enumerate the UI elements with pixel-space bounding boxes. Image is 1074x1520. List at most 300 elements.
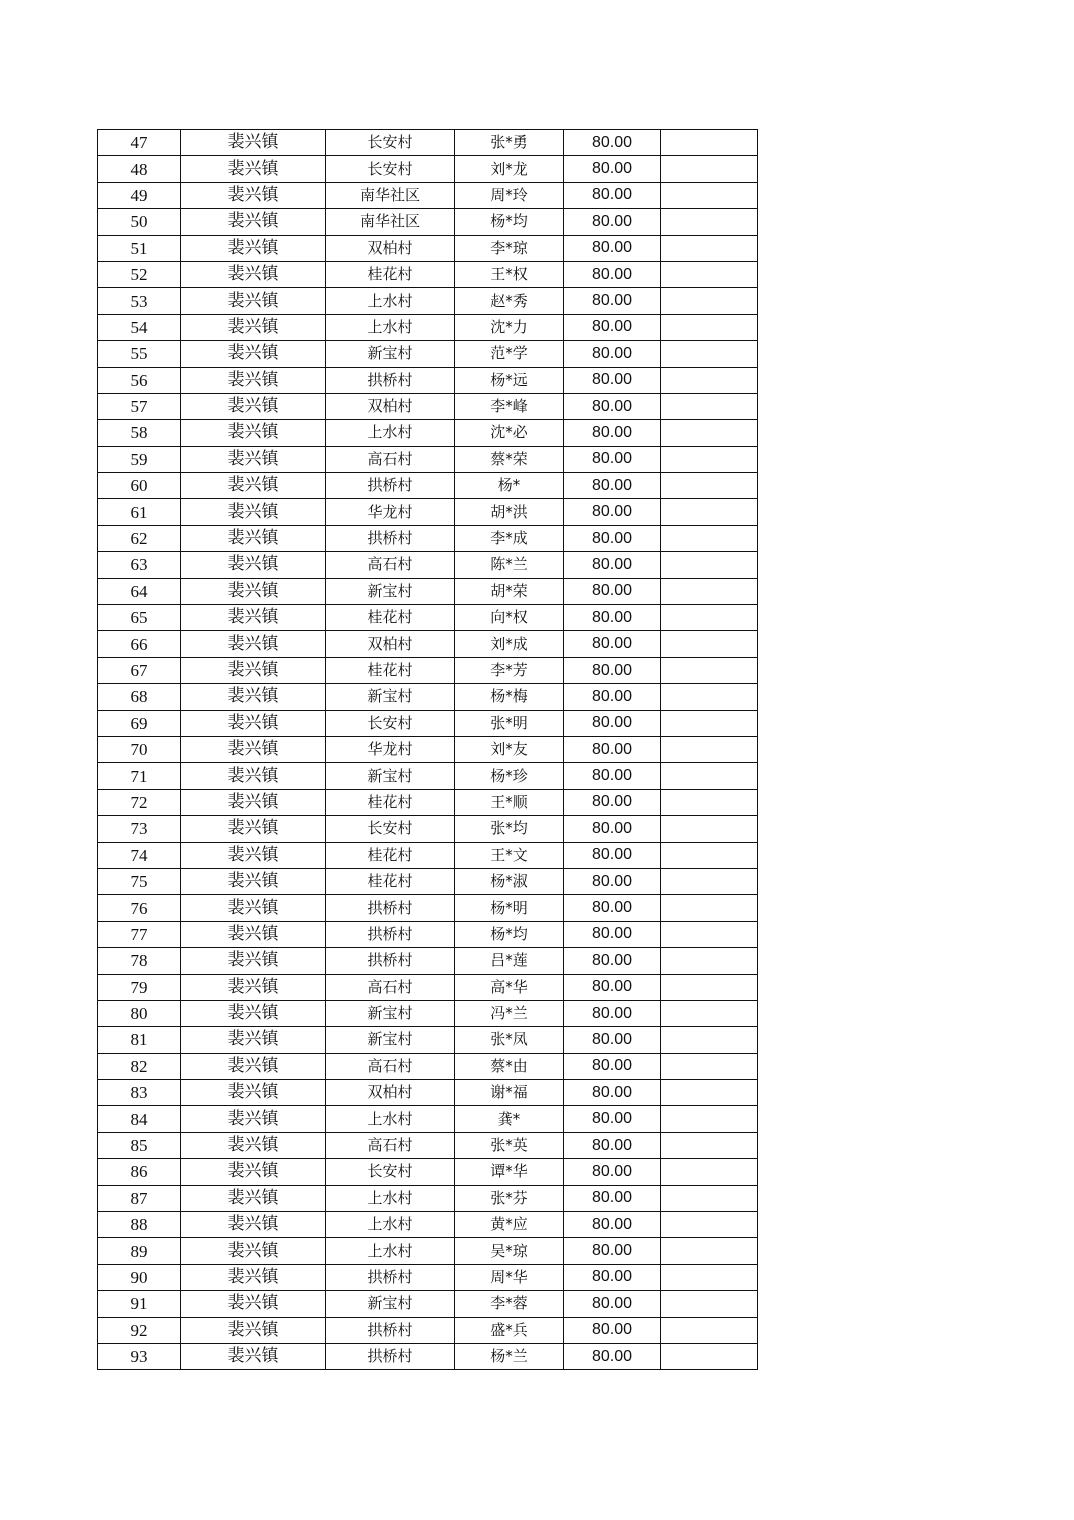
town-cell: 裴兴镇 <box>181 341 326 367</box>
table-row <box>98 1317 758 1343</box>
town-cell: 裴兴镇 <box>181 446 326 472</box>
row-number-cell: 61 <box>98 499 181 525</box>
note-cell <box>661 209 758 235</box>
person-name-cell: 胡*洪 <box>455 499 564 525</box>
note-cell <box>661 816 758 842</box>
note-cell <box>661 525 758 551</box>
table-row <box>98 1291 758 1317</box>
row-number-cell: 73 <box>98 816 181 842</box>
note-cell <box>661 1343 758 1369</box>
amount-cell: 80.00 <box>564 367 661 393</box>
town-cell: 裴兴镇 <box>181 1053 326 1079</box>
note-cell <box>661 420 758 446</box>
village-cell: 高石村 <box>326 552 455 578</box>
person-name-cell: 赵*秀 <box>455 288 564 314</box>
person-name-cell: 张*英 <box>455 1132 564 1158</box>
row-number-cell: 69 <box>98 710 181 736</box>
village-cell: 上水村 <box>326 314 455 340</box>
village-cell: 上水村 <box>326 420 455 446</box>
note-cell <box>661 552 758 578</box>
row-number-cell: 85 <box>98 1132 181 1158</box>
town-cell: 裴兴镇 <box>181 552 326 578</box>
table-row <box>98 1080 758 1106</box>
row-number-cell: 53 <box>98 288 181 314</box>
table-row <box>98 261 758 287</box>
town-cell: 裴兴镇 <box>181 499 326 525</box>
table-row <box>98 605 758 631</box>
person-name-cell: 向*权 <box>455 605 564 631</box>
note-cell <box>661 789 758 815</box>
row-number-cell: 49 <box>98 182 181 208</box>
person-name-cell: 王*文 <box>455 842 564 868</box>
person-name-cell: 范*学 <box>455 341 564 367</box>
amount-cell: 80.00 <box>564 1291 661 1317</box>
table-row <box>98 816 758 842</box>
row-number-cell: 63 <box>98 552 181 578</box>
village-cell: 拱桥村 <box>326 948 455 974</box>
person-name-cell: 沈*力 <box>455 314 564 340</box>
row-number-cell: 47 <box>98 130 181 156</box>
note-cell <box>661 130 758 156</box>
row-number-cell: 80 <box>98 1000 181 1026</box>
amount-cell: 80.00 <box>564 288 661 314</box>
amount-cell: 80.00 <box>564 763 661 789</box>
person-name-cell: 李*芳 <box>455 657 564 683</box>
village-cell: 桂花村 <box>326 842 455 868</box>
row-number-cell: 75 <box>98 868 181 894</box>
amount-cell: 80.00 <box>564 1185 661 1211</box>
village-cell: 上水村 <box>326 1106 455 1132</box>
row-number-cell: 77 <box>98 921 181 947</box>
town-cell: 裴兴镇 <box>181 631 326 657</box>
table-row <box>98 525 758 551</box>
amount-cell: 80.00 <box>564 948 661 974</box>
row-number-cell: 78 <box>98 948 181 974</box>
person-name-cell: 杨*兰 <box>455 1343 564 1369</box>
village-cell: 双柏村 <box>326 393 455 419</box>
town-cell: 裴兴镇 <box>181 367 326 393</box>
village-cell: 拱桥村 <box>326 1264 455 1290</box>
amount-cell: 80.00 <box>564 684 661 710</box>
town-cell: 裴兴镇 <box>181 578 326 604</box>
table-row <box>98 631 758 657</box>
amount-cell: 80.00 <box>564 420 661 446</box>
person-name-cell: 杨*淑 <box>455 868 564 894</box>
person-name-cell: 周*华 <box>455 1264 564 1290</box>
town-cell: 裴兴镇 <box>181 684 326 710</box>
row-number-cell: 84 <box>98 1106 181 1132</box>
town-cell: 裴兴镇 <box>181 974 326 1000</box>
village-cell: 高石村 <box>326 1132 455 1158</box>
row-number-cell: 81 <box>98 1027 181 1053</box>
note-cell <box>661 736 758 762</box>
table-row <box>98 578 758 604</box>
note-cell <box>661 1159 758 1185</box>
person-name-cell: 冯*兰 <box>455 1000 564 1026</box>
person-name-cell: 张*芬 <box>455 1185 564 1211</box>
village-cell: 桂花村 <box>326 868 455 894</box>
note-cell <box>661 1317 758 1343</box>
village-cell: 高石村 <box>326 974 455 1000</box>
person-name-cell: 杨*珍 <box>455 763 564 789</box>
amount-cell: 80.00 <box>564 235 661 261</box>
person-name-cell: 吕*莲 <box>455 948 564 974</box>
amount-cell: 80.00 <box>564 525 661 551</box>
table-row <box>98 1000 758 1026</box>
amount-cell: 80.00 <box>564 974 661 1000</box>
table-row <box>98 1264 758 1290</box>
town-cell: 裴兴镇 <box>181 393 326 419</box>
town-cell: 裴兴镇 <box>181 868 326 894</box>
village-cell: 新宝村 <box>326 684 455 710</box>
note-cell <box>661 367 758 393</box>
town-cell: 裴兴镇 <box>181 1159 326 1185</box>
note-cell <box>661 868 758 894</box>
person-name-cell: 杨*均 <box>455 209 564 235</box>
table-row <box>98 182 758 208</box>
town-cell: 裴兴镇 <box>181 1343 326 1369</box>
person-name-cell: 张*明 <box>455 710 564 736</box>
village-cell: 长安村 <box>326 710 455 736</box>
town-cell: 裴兴镇 <box>181 1000 326 1026</box>
person-name-cell: 李*琼 <box>455 235 564 261</box>
note-cell <box>661 1053 758 1079</box>
table-row <box>98 895 758 921</box>
table-row <box>98 156 758 182</box>
person-name-cell: 杨*均 <box>455 921 564 947</box>
person-name-cell: 黄*应 <box>455 1212 564 1238</box>
town-cell: 裴兴镇 <box>181 525 326 551</box>
person-name-cell: 杨*明 <box>455 895 564 921</box>
table-row <box>98 763 758 789</box>
town-cell: 裴兴镇 <box>181 156 326 182</box>
table-row <box>98 1027 758 1053</box>
table-row <box>98 657 758 683</box>
town-cell: 裴兴镇 <box>181 1132 326 1158</box>
village-cell: 桂花村 <box>326 261 455 287</box>
village-cell: 华龙村 <box>326 499 455 525</box>
town-cell: 裴兴镇 <box>181 314 326 340</box>
town-cell: 裴兴镇 <box>181 235 326 261</box>
row-number-cell: 82 <box>98 1053 181 1079</box>
town-cell: 裴兴镇 <box>181 1080 326 1106</box>
table-row <box>98 420 758 446</box>
note-cell <box>661 974 758 1000</box>
village-cell: 长安村 <box>326 130 455 156</box>
table-row <box>98 1106 758 1132</box>
person-name-cell: 刘*龙 <box>455 156 564 182</box>
row-number-cell: 50 <box>98 209 181 235</box>
row-number-cell: 67 <box>98 657 181 683</box>
amount-cell: 80.00 <box>564 1000 661 1026</box>
note-cell <box>661 473 758 499</box>
note-cell <box>661 763 758 789</box>
person-name-cell: 陈*兰 <box>455 552 564 578</box>
amount-cell: 80.00 <box>564 1053 661 1079</box>
row-number-cell: 60 <box>98 473 181 499</box>
row-number-cell: 79 <box>98 974 181 1000</box>
person-name-cell: 刘*成 <box>455 631 564 657</box>
town-cell: 裴兴镇 <box>181 710 326 736</box>
amount-cell: 80.00 <box>564 816 661 842</box>
person-name-cell: 王*顺 <box>455 789 564 815</box>
row-number-cell: 59 <box>98 446 181 472</box>
note-cell <box>661 578 758 604</box>
note-cell <box>661 710 758 736</box>
note-cell <box>661 156 758 182</box>
village-cell: 拱桥村 <box>326 525 455 551</box>
amount-cell: 80.00 <box>564 1106 661 1132</box>
note-cell <box>661 657 758 683</box>
table-row <box>98 314 758 340</box>
village-cell: 上水村 <box>326 288 455 314</box>
table-row <box>98 1238 758 1264</box>
person-name-cell: 杨*远 <box>455 367 564 393</box>
village-cell: 双柏村 <box>326 1080 455 1106</box>
village-cell: 长安村 <box>326 156 455 182</box>
row-number-cell: 51 <box>98 235 181 261</box>
village-cell: 华龙村 <box>326 736 455 762</box>
village-cell: 南华社区 <box>326 209 455 235</box>
village-cell: 拱桥村 <box>326 895 455 921</box>
note-cell <box>661 1264 758 1290</box>
row-number-cell: 57 <box>98 393 181 419</box>
village-cell: 新宝村 <box>326 763 455 789</box>
row-number-cell: 83 <box>98 1080 181 1106</box>
person-name-cell: 刘*友 <box>455 736 564 762</box>
village-cell: 桂花村 <box>326 605 455 631</box>
town-cell: 裴兴镇 <box>181 1106 326 1132</box>
amount-cell: 80.00 <box>564 631 661 657</box>
amount-cell: 80.00 <box>564 1317 661 1343</box>
town-cell: 裴兴镇 <box>181 921 326 947</box>
person-name-cell: 胡*荣 <box>455 578 564 604</box>
town-cell: 裴兴镇 <box>181 130 326 156</box>
village-cell: 新宝村 <box>326 578 455 604</box>
table-row <box>98 288 758 314</box>
amount-cell: 80.00 <box>564 209 661 235</box>
table-row <box>98 1132 758 1158</box>
town-cell: 裴兴镇 <box>181 789 326 815</box>
note-cell <box>661 182 758 208</box>
person-name-cell: 杨*梅 <box>455 684 564 710</box>
note-cell <box>661 921 758 947</box>
table-row <box>98 130 758 156</box>
person-name-cell: 李*蓉 <box>455 1291 564 1317</box>
amount-cell: 80.00 <box>564 1027 661 1053</box>
table-row <box>98 393 758 419</box>
person-name-cell: 张*勇 <box>455 130 564 156</box>
row-number-cell: 88 <box>98 1212 181 1238</box>
row-number-cell: 89 <box>98 1238 181 1264</box>
row-number-cell: 58 <box>98 420 181 446</box>
village-cell: 拱桥村 <box>326 1343 455 1369</box>
person-name-cell: 李*峰 <box>455 393 564 419</box>
note-cell <box>661 499 758 525</box>
table-row <box>98 710 758 736</box>
village-cell: 桂花村 <box>326 789 455 815</box>
person-name-cell: 王*权 <box>455 261 564 287</box>
amount-cell: 80.00 <box>564 1343 661 1369</box>
table-row <box>98 209 758 235</box>
table-row <box>98 736 758 762</box>
town-cell: 裴兴镇 <box>181 895 326 921</box>
village-cell: 新宝村 <box>326 341 455 367</box>
amount-cell: 80.00 <box>564 130 661 156</box>
amount-cell: 80.00 <box>564 657 661 683</box>
person-name-cell: 李*成 <box>455 525 564 551</box>
row-number-cell: 86 <box>98 1159 181 1185</box>
village-cell: 拱桥村 <box>326 921 455 947</box>
person-name-cell: 张*均 <box>455 816 564 842</box>
row-number-cell: 56 <box>98 367 181 393</box>
town-cell: 裴兴镇 <box>181 1185 326 1211</box>
note-cell <box>661 631 758 657</box>
note-cell <box>661 895 758 921</box>
amount-cell: 80.00 <box>564 1238 661 1264</box>
row-number-cell: 72 <box>98 789 181 815</box>
person-name-cell: 谭*华 <box>455 1159 564 1185</box>
village-cell: 上水村 <box>326 1212 455 1238</box>
amount-cell: 80.00 <box>564 605 661 631</box>
amount-cell: 80.00 <box>564 314 661 340</box>
amount-cell: 80.00 <box>564 868 661 894</box>
amount-cell: 80.00 <box>564 156 661 182</box>
table-row <box>98 499 758 525</box>
village-cell: 拱桥村 <box>326 473 455 499</box>
table-row <box>98 1053 758 1079</box>
row-number-cell: 64 <box>98 578 181 604</box>
amount-cell: 80.00 <box>564 1080 661 1106</box>
village-cell: 双柏村 <box>326 631 455 657</box>
note-cell <box>661 1212 758 1238</box>
village-cell: 新宝村 <box>326 1000 455 1026</box>
village-cell: 高石村 <box>326 446 455 472</box>
table-row <box>98 1343 758 1369</box>
row-number-cell: 92 <box>98 1317 181 1343</box>
person-name-cell: 蔡*由 <box>455 1053 564 1079</box>
row-number-cell: 55 <box>98 341 181 367</box>
table-row <box>98 1159 758 1185</box>
table-row <box>98 473 758 499</box>
town-cell: 裴兴镇 <box>181 1027 326 1053</box>
note-cell <box>661 684 758 710</box>
amount-cell: 80.00 <box>564 552 661 578</box>
table-row <box>98 367 758 393</box>
table-row <box>98 868 758 894</box>
village-cell: 桂花村 <box>326 657 455 683</box>
amount-cell: 80.00 <box>564 1264 661 1290</box>
village-cell: 拱桥村 <box>326 1317 455 1343</box>
amount-cell: 80.00 <box>564 1159 661 1185</box>
amount-cell: 80.00 <box>564 446 661 472</box>
amount-cell: 80.00 <box>564 710 661 736</box>
row-number-cell: 48 <box>98 156 181 182</box>
person-name-cell: 蔡*荣 <box>455 446 564 472</box>
amount-cell: 80.00 <box>564 182 661 208</box>
town-cell: 裴兴镇 <box>181 763 326 789</box>
note-cell <box>661 1185 758 1211</box>
person-name-cell: 张*凤 <box>455 1027 564 1053</box>
table-row <box>98 948 758 974</box>
amount-cell: 80.00 <box>564 921 661 947</box>
village-cell: 长安村 <box>326 1159 455 1185</box>
amount-cell: 80.00 <box>564 1212 661 1238</box>
person-name-cell: 杨* <box>455 473 564 499</box>
row-number-cell: 93 <box>98 1343 181 1369</box>
village-cell: 新宝村 <box>326 1027 455 1053</box>
note-cell <box>661 446 758 472</box>
person-name-cell: 龚* <box>455 1106 564 1132</box>
table-row <box>98 842 758 868</box>
town-cell: 裴兴镇 <box>181 1238 326 1264</box>
town-cell: 裴兴镇 <box>181 209 326 235</box>
person-name-cell: 吴*琼 <box>455 1238 564 1264</box>
note-cell <box>661 235 758 261</box>
row-number-cell: 87 <box>98 1185 181 1211</box>
note-cell <box>661 1080 758 1106</box>
row-number-cell: 71 <box>98 763 181 789</box>
note-cell <box>661 1027 758 1053</box>
amount-cell: 80.00 <box>564 842 661 868</box>
town-cell: 裴兴镇 <box>181 1317 326 1343</box>
person-name-cell: 高*华 <box>455 974 564 1000</box>
note-cell <box>661 261 758 287</box>
note-cell <box>661 288 758 314</box>
note-cell <box>661 1000 758 1026</box>
note-cell <box>661 842 758 868</box>
table-body <box>98 130 758 1370</box>
note-cell <box>661 605 758 631</box>
town-cell: 裴兴镇 <box>181 816 326 842</box>
amount-cell: 80.00 <box>564 789 661 815</box>
table-row <box>98 446 758 472</box>
note-cell <box>661 1132 758 1158</box>
row-number-cell: 76 <box>98 895 181 921</box>
amount-cell: 80.00 <box>564 499 661 525</box>
village-cell: 高石村 <box>326 1053 455 1079</box>
row-number-cell: 62 <box>98 525 181 551</box>
note-cell <box>661 314 758 340</box>
village-cell: 拱桥村 <box>326 367 455 393</box>
note-cell <box>661 1106 758 1132</box>
village-cell: 双柏村 <box>326 235 455 261</box>
village-cell: 上水村 <box>326 1238 455 1264</box>
amount-cell: 80.00 <box>564 895 661 921</box>
person-name-cell: 周*玲 <box>455 182 564 208</box>
town-cell: 裴兴镇 <box>181 736 326 762</box>
amount-cell: 80.00 <box>564 578 661 604</box>
note-cell <box>661 393 758 419</box>
town-cell: 裴兴镇 <box>181 605 326 631</box>
note-cell <box>661 341 758 367</box>
table-row <box>98 1212 758 1238</box>
town-cell: 裴兴镇 <box>181 948 326 974</box>
town-cell: 裴兴镇 <box>181 261 326 287</box>
row-number-cell: 74 <box>98 842 181 868</box>
table-row <box>98 789 758 815</box>
town-cell: 裴兴镇 <box>181 288 326 314</box>
town-cell: 裴兴镇 <box>181 420 326 446</box>
amount-cell: 80.00 <box>564 261 661 287</box>
amount-cell: 80.00 <box>564 473 661 499</box>
note-cell <box>661 948 758 974</box>
amount-cell: 80.00 <box>564 736 661 762</box>
amount-cell: 80.00 <box>564 393 661 419</box>
table-row <box>98 552 758 578</box>
note-cell <box>661 1291 758 1317</box>
amount-cell: 80.00 <box>564 341 661 367</box>
